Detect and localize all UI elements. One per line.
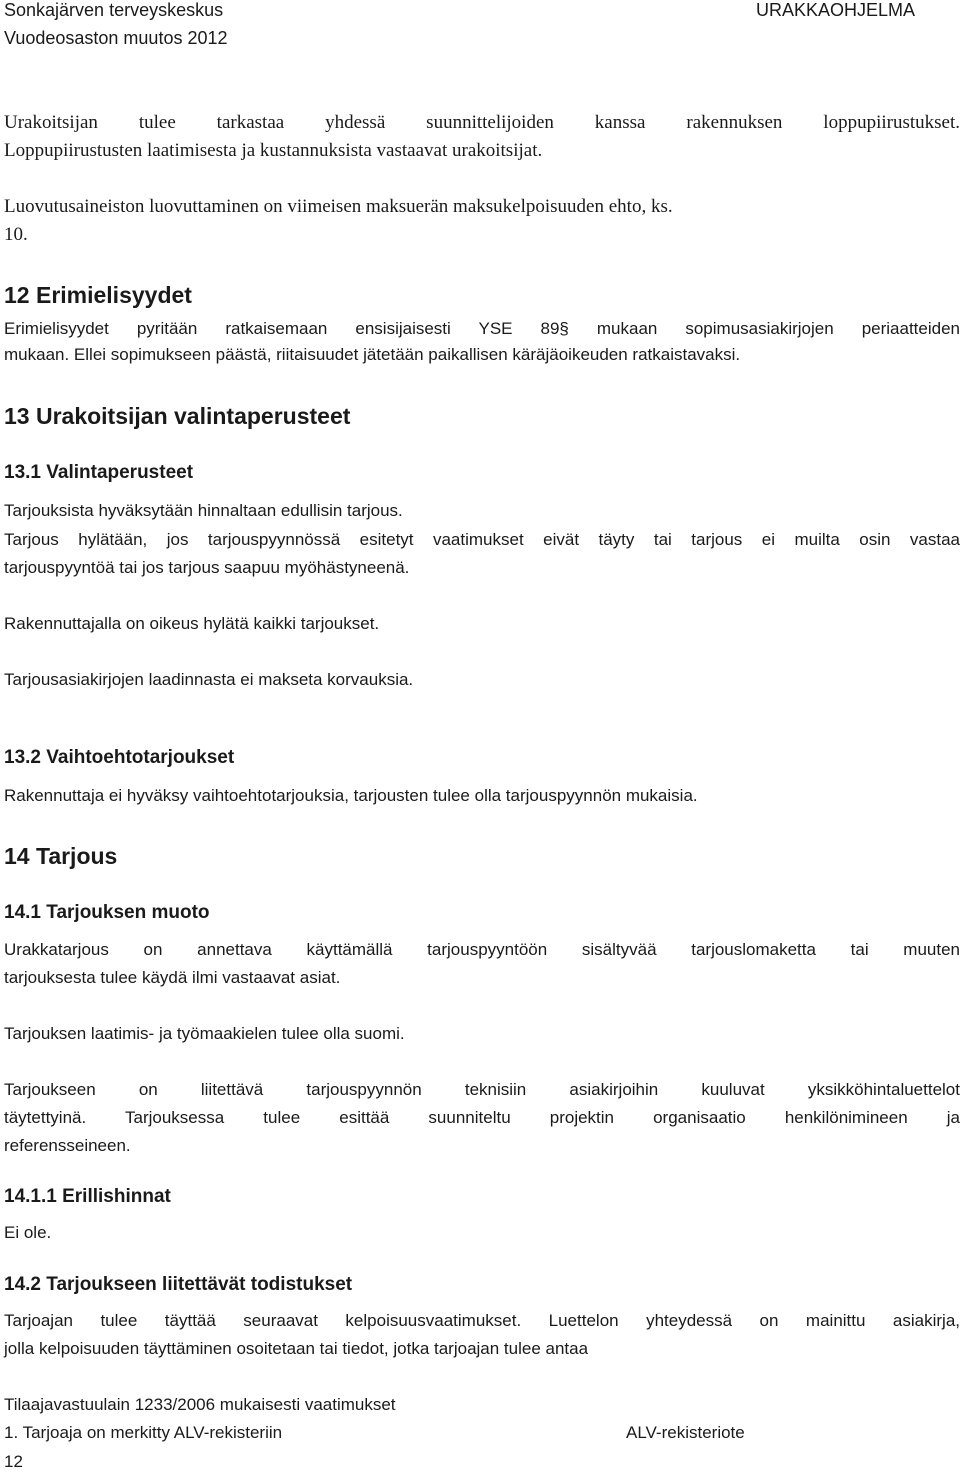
- section-14-1-p3-line1: Tarjoukseen on liitettävä tarjouspyynnön teknisiin asiakirjoihin kuuluvat yksikköhintaluettelot: [4, 1080, 960, 1099]
- section-13-1-p3: Rakennuttajalla on oikeus hylätä kaikki tarjoukset.: [4, 614, 380, 633]
- intro-p1-line2: Loppupiirustusten laatimisesta ja kustannuksista vastaavat urakoitsijat.: [4, 140, 543, 161]
- section-12-line1: Erimielisyydet pyritään ratkaisemaan ensisijaisesti YSE 89§ mukaan sopimusasiakirjojen periaatteiden: [4, 319, 960, 338]
- section-13-1-p1: Tarjouksista hyväksytään hinnaltaan edullisin tarjous.: [4, 501, 403, 520]
- section-12-heading: 12 Erimielisyydet: [4, 282, 192, 308]
- intro-p1-line1: Urakoitsijan tulee tarkastaa yhdessä suunnittelijoiden kanssa rakennuksen loppupiirustukset.: [4, 112, 960, 133]
- intro-p2-line2: 10.: [4, 224, 28, 245]
- section-14-1-1-heading: 14.1.1 Erillishinnat: [4, 1186, 171, 1207]
- section-14-1-p1-line1: Urakkatarjous on annettava käyttämällä tarjouspyyntöön sisältyvää tarjouslomaketta tai muuten: [4, 940, 960, 959]
- section-14-1-1-p1: Ei ole.: [4, 1223, 52, 1242]
- header-org: Sonkajärven terveyskeskus: [4, 0, 224, 20]
- section-14-2-p1-line1: Tarjoajan tulee täyttää seuraavat kelpoisuusvaatimukset. Luettelon yhteydessä on mainittu asiakirja,: [4, 1311, 960, 1330]
- section-13-1-heading: 13.1 Valintaperusteet: [4, 462, 194, 483]
- law-requirements-title: Tilaajavastuulain 1233/2006 mukaisesti vaatimukset: [4, 1395, 396, 1414]
- section-12-line2: mukaan. Ellei sopimukseen päästä, riitaisuudet jätetään paikallisen käräjäoikeuden ratkaistavaksi.: [4, 345, 741, 364]
- header-doc-type: URAKKAOHJELMA: [756, 0, 916, 20]
- section-14-2-heading: 14.2 Tarjoukseen liitettävät todistukset: [4, 1274, 353, 1295]
- section-13-1-p2-line1: Tarjous hylätään, jos tarjouspyynnössä esitetyt vaatimukset eivät täyty tai tarjous ei muilta osin vastaa: [4, 530, 960, 549]
- section-14-1-p2: Tarjouksen laatimis- ja työmaakielen tulee olla suomi.: [4, 1024, 405, 1043]
- section-13-2-p1: Rakennuttaja ei hyväksy vaihtoehtotarjouksia, tarjousten tulee olla tarjouspyynnön mukaisia.: [4, 786, 698, 805]
- section-14-1-p1-line2: tarjouksesta tulee käydä ilmi vastaavat asiat.: [4, 968, 341, 987]
- section-14-1-heading: 14.1 Tarjouksen muoto: [4, 902, 210, 923]
- section-14-1-p3-line2: täytettyinä. Tarjouksessa tulee esittää suunniteltu projektin organisaatio henkilönimineen ja: [4, 1108, 960, 1127]
- section-13-1-p4: Tarjousasiakirjojen laadinnasta ei makseta korvauksia.: [4, 670, 414, 689]
- section-14-1-p3-line3: referensseineen.: [4, 1136, 131, 1155]
- section-13-2-heading: 13.2 Vaihtoehtotarjoukset: [4, 747, 235, 768]
- page-number: 12: [4, 1452, 23, 1471]
- intro-p2-line1: Luovutusaineiston luovuttaminen on viimeisen maksuerän maksukelpoisuuden ehto, ks.: [4, 196, 673, 217]
- section-13-1-p2-line2: tarjouspyyntöä tai jos tarjous saapuu myöhästyneenä.: [4, 558, 410, 577]
- header-subtitle: Vuodeosaston muutos 2012: [4, 28, 228, 48]
- section-14-heading: 14 Tarjous: [4, 843, 118, 869]
- section-13-heading: 13 Urakoitsijan valintaperusteet: [4, 403, 351, 429]
- requirement-item-1: 1. Tarjoaja on merkitty ALV-rekisteriin: [4, 1423, 283, 1442]
- section-14-2-p1-line2: jolla kelpoisuuden täyttäminen osoitetaan tai tiedot, jotka tarjoajan tulee antaa: [4, 1339, 589, 1358]
- requirement-item-1-document: ALV-rekisteriote: [626, 1423, 745, 1442]
